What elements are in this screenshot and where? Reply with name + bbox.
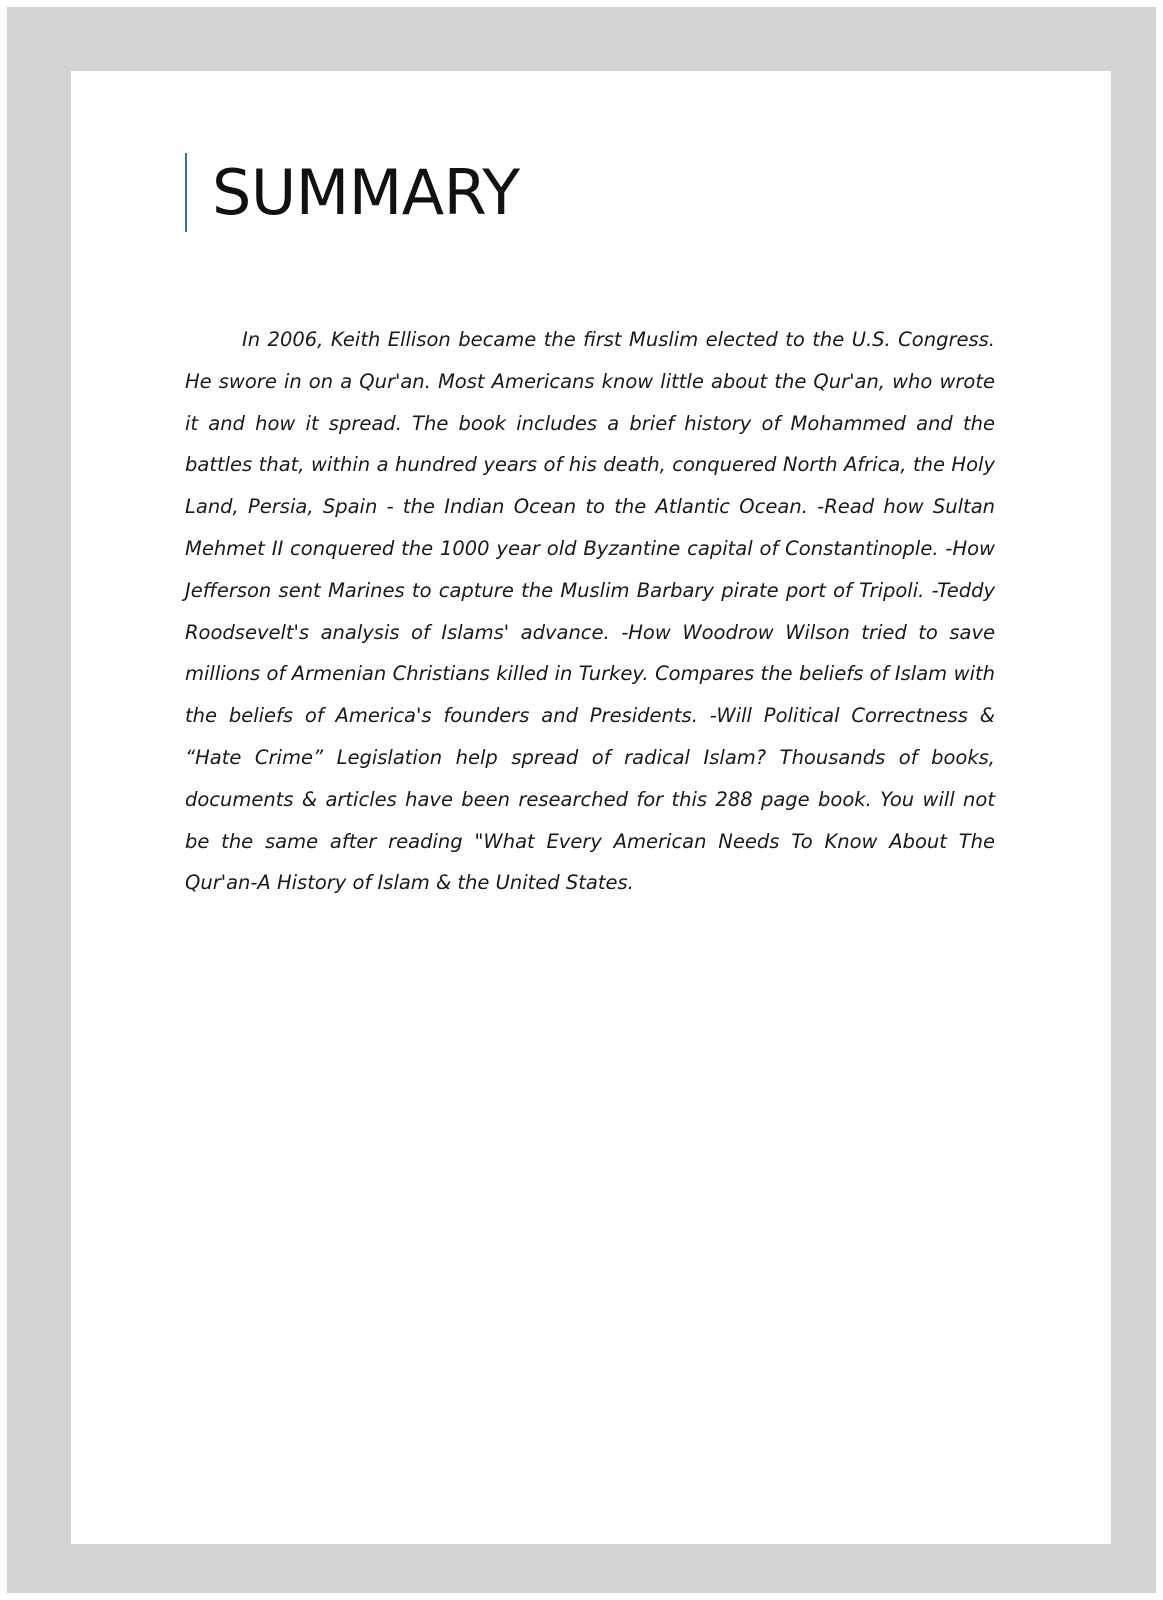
- summary-paragraph: In 2006, Keith Ellison became the first Muslim elected to the U.S. Congress. He swore in on a Qur'an. Most Americans know little about the Qur'an, who wrote it and how it spread. The book includes a brief history of Mohammed and the battles that, within a hundred years of his death, conquered North Africa, the Holy Land, Persia, Spain - the Indian Ocean to the Atlantic Ocean. -Read how Sultan Mehmet II conquered the 1000 year old Byzantine capital of Constantinople. -How Jefferson sent Marines to capture the Muslim Barbary pirate port of Tripoli. -Teddy Roodsevelt's analysis of Islams' advance. -How Woodrow Wilson tried to save millions of Armenian Christians killed in Turkey. Compares the beliefs of Islam with the beliefs of America's founders and Presidents. -Will Political Correctness & “Hate Crime” Legislation help spread of radical Islam? Thousands of books, documents & articles have been researched for this 288 page book. You will not be the same after reading "What Every American Needs To Know About The Qur'an-A History of Islam & the United States.: [185, 328, 995, 895]
- heading-accent-rule: [185, 153, 187, 232]
- heading-block: [185, 153, 520, 232]
- page-title: SUMMARY: [212, 156, 520, 229]
- page-frame: [7, 7, 1156, 1593]
- document-page: [71, 71, 1111, 1544]
